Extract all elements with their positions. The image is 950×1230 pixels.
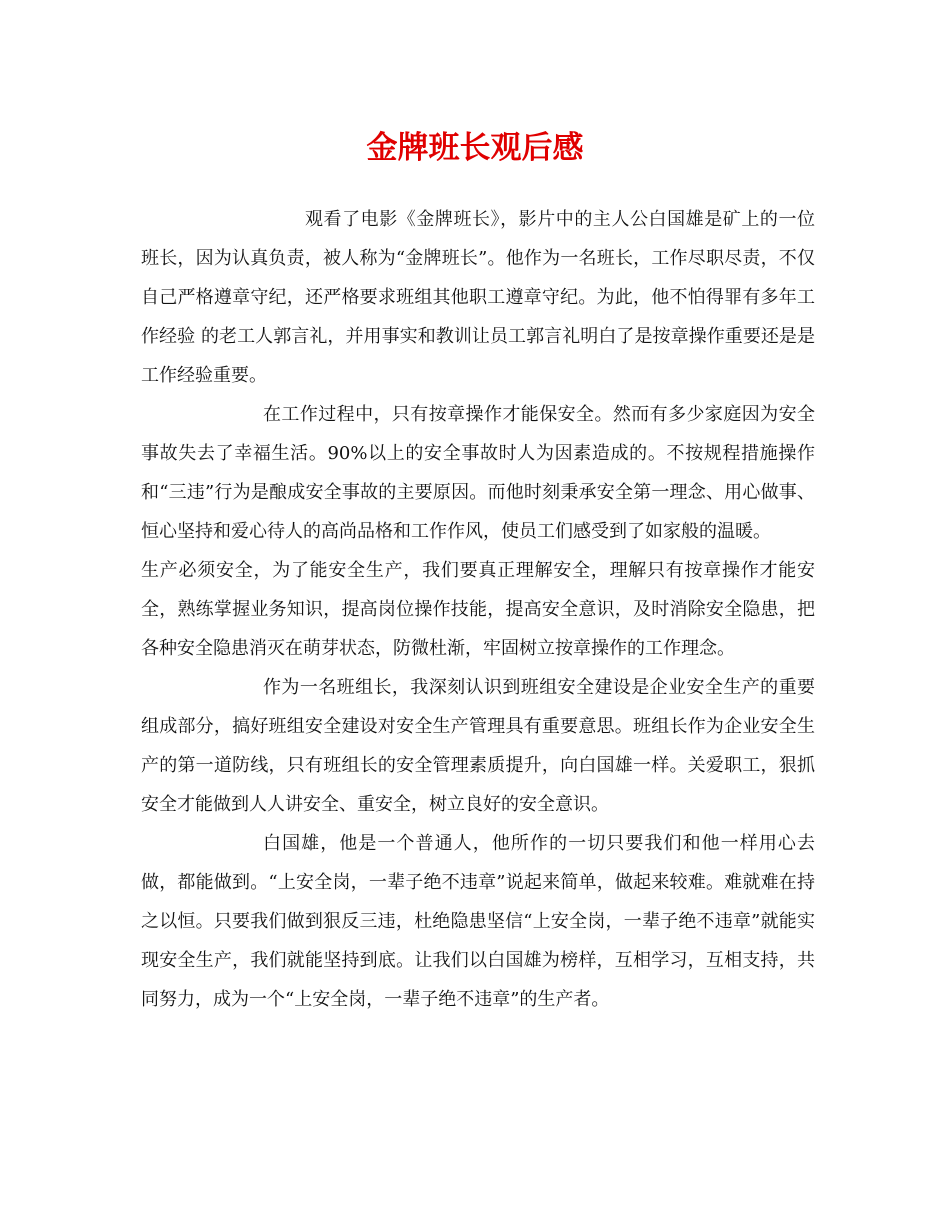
paragraph-2: 在工作过程中，只有按章操作才能保安全。然而有多少家庭因为安全事故失去了幸福生活。90%以上的安全事故时人为因素造成的。不按规程措施操作和“三违”行为是酿成安全事故的主要原因。而他时刻秉承安全第一理念、用心做事、恒心坚持和爱心待人的高尚品格和工作作风，使员工们感受到了如家般的温暖。 [141,404,815,542]
document-title: 金牌班长观后感 [366,130,584,166]
paragraph-4: 作为一名班组长，我深刻认识到班组安全建设是企业安全生产的重要组成部分，搞好班组安全建设对安全生产管理具有重要意思。班组长作为企业安全生产的第一道防线，只有班组长的安全管理素质提升，向白国雄一样。关爱职工，狠抓安全才能做到人人讲安全、重安全，树立良好的安全意识。 [141,677,815,815]
paragraph-5: 白国雄，他是一个普通人，他所作的一切只要我们和他一样用心去做，都能做到。“上安全岗，一辈子绝不违章”说起来简单，做起来较难。难就难在持之以恒。只要我们做到狠反三违，杜绝隐患坚信“上安全岗，一辈子绝不违章”就能实现安全生产，我们就能坚持到底。让我们以白国雄为榜样，互相学习，互相支持，共同努力，成为一个“上安全岗，一辈子绝不违章”的生产者。 [141,833,815,1010]
document-body [141,200,815,1019]
paragraph-3: 生产必须安全，为了能安全生产，我们要真正理解安全，理解只有按章操作才能安全，熟练掌握业务知识，提高岗位操作技能，提高安全意识，及时消除安全隐患，把各种安全隐患消灭在萌芽状态，防微杜渐，牢固树立按章操作的工作理念。 [141,560,815,659]
paragraph-1: 观看了电影《金牌班长》，影片中的主人公白国雄是矿上的一位班长，因为认真负责，被人称为“金牌班长”。他作为一名班长，工作尽职尽责，不仅自己严格遵章守纪，还严格要求班组其他职工遵章守纪。为此，他不怕得罪有多年工作经验 的老工人郭言礼，并用事实和教训让员工郭言礼明白了是按章操作重要还是是工作经验重要。 [141,209,815,386]
